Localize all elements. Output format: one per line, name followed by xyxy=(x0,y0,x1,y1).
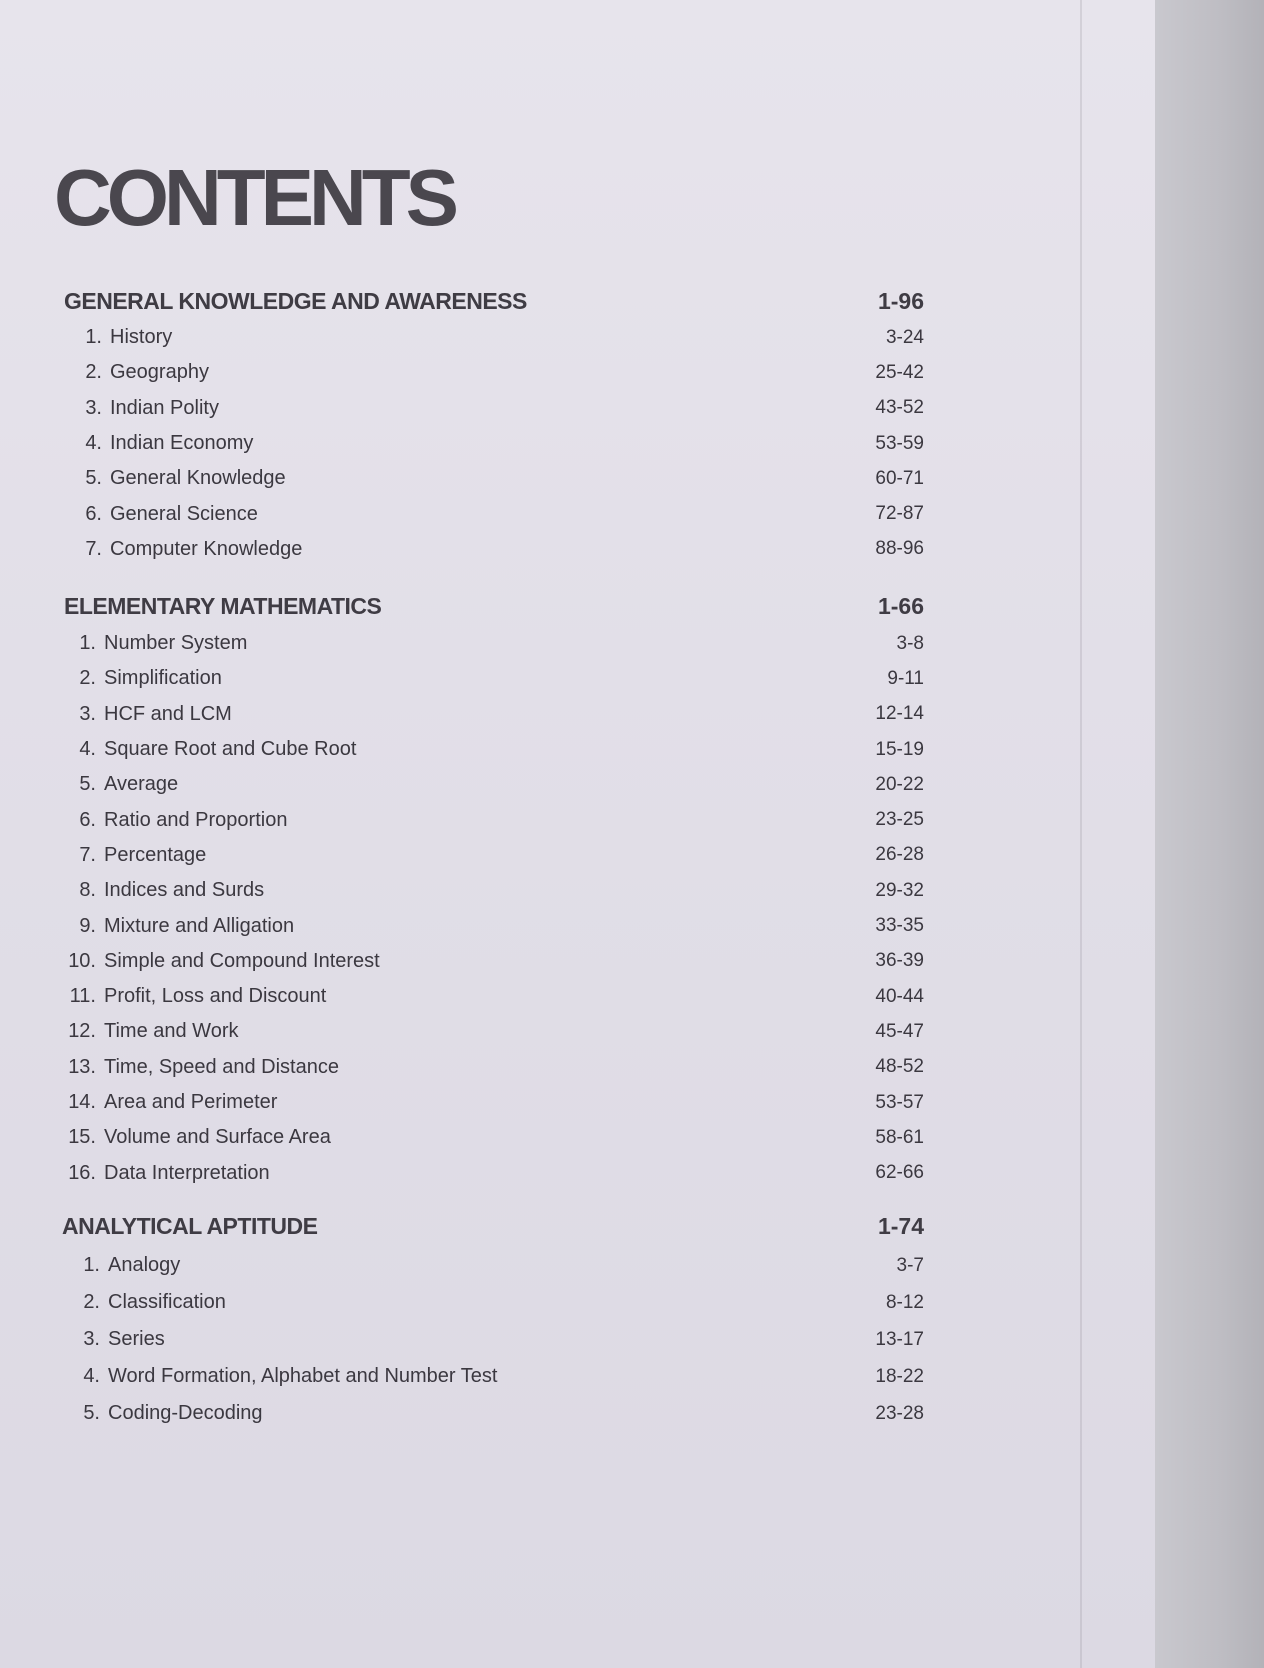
entry-number: 1. xyxy=(85,326,102,349)
entry-pages: 3-8 xyxy=(896,632,924,654)
entry-pages: 20-22 xyxy=(875,773,924,795)
entry-pages: 43-52 xyxy=(875,397,924,419)
entry-title: Volume and Surface Area xyxy=(104,1126,331,1149)
section-page-range: 1-74 xyxy=(877,1212,924,1239)
toc-entry xyxy=(76,426,924,461)
entry-number: 3. xyxy=(85,396,102,419)
entry-number: 9. xyxy=(79,914,96,937)
entry-number: 10. xyxy=(68,949,96,972)
section-title: GENERAL KNOWLEDGE AND AWARENESS xyxy=(64,287,527,314)
entry-pages: 23-28 xyxy=(875,1402,924,1424)
entry-title: Percentage xyxy=(104,843,207,866)
entry-number: 13. xyxy=(68,1055,96,1078)
entry-number: 6. xyxy=(85,502,102,525)
entry-title: Ratio and Proportion xyxy=(104,808,288,831)
toc-entry xyxy=(64,873,924,908)
toc-entry xyxy=(64,908,924,943)
toc-entry xyxy=(64,838,924,873)
entry-number: 3. xyxy=(83,1328,100,1350)
toc-entry xyxy=(64,661,924,696)
entry-title: Indian Polity xyxy=(110,396,219,419)
entry-number: 7. xyxy=(85,537,102,560)
toc-entry xyxy=(64,1155,924,1190)
toc-entry xyxy=(76,496,924,531)
entry-number: 6. xyxy=(79,808,96,831)
entry-pages: 3-7 xyxy=(896,1254,924,1276)
section-heading-elementary-mathematics xyxy=(64,589,924,623)
toc-entry xyxy=(74,1395,924,1432)
toc-entry xyxy=(64,626,924,661)
page-edge-shadow xyxy=(1155,0,1264,1668)
entry-title: Series xyxy=(108,1328,165,1350)
entry-title: Mixture and Alligation xyxy=(104,914,295,937)
page-title: CONTENTS xyxy=(54,153,454,242)
toc-entry xyxy=(76,461,924,496)
entry-title: Indices and Surds xyxy=(104,879,265,902)
toc-entry xyxy=(64,697,924,732)
toc-entry xyxy=(64,802,924,837)
entry-title: Simple and Compound Interest xyxy=(104,949,380,972)
entry-pages: 25-42 xyxy=(875,361,924,383)
entry-pages: 72-87 xyxy=(875,503,924,525)
entry-title: General Knowledge xyxy=(110,467,286,490)
entry-number: 16. xyxy=(68,1161,96,1184)
entry-pages: 9-11 xyxy=(887,667,924,689)
entry-number: 8. xyxy=(79,879,96,902)
entry-pages: 53-59 xyxy=(875,432,924,454)
entry-number: 2. xyxy=(79,667,96,690)
entry-title: Number System xyxy=(104,632,248,655)
entry-title: Word Formation, Alphabet and Number Test xyxy=(108,1365,498,1387)
entry-pages: 15-19 xyxy=(875,738,924,760)
section-entries-general-knowledge xyxy=(76,320,924,567)
entry-pages: 40-44 xyxy=(875,985,924,1007)
toc-entry xyxy=(74,1358,924,1395)
toc-entry xyxy=(64,732,924,767)
entry-pages: 23-25 xyxy=(875,809,924,831)
entry-title: Time, Speed and Distance xyxy=(104,1055,339,1078)
entry-number: 3. xyxy=(79,702,96,725)
entry-pages: 12-14 xyxy=(875,703,924,725)
toc-entry xyxy=(64,1120,924,1155)
entry-pages: 48-52 xyxy=(875,1056,924,1078)
entry-number: 2. xyxy=(85,361,102,384)
toc-entry xyxy=(74,1321,924,1358)
entry-number: 14. xyxy=(68,1091,96,1113)
entry-pages: 18-22 xyxy=(875,1365,924,1387)
entry-pages: 36-39 xyxy=(875,950,924,972)
entry-pages: 62-66 xyxy=(875,1162,924,1184)
toc-entry xyxy=(76,355,924,390)
entry-pages: 53-57 xyxy=(875,1091,924,1113)
toc-entry xyxy=(64,1014,924,1049)
entry-number: 1. xyxy=(79,632,96,655)
entry-pages: 13-17 xyxy=(875,1328,924,1350)
section-title: ELEMENTARY MATHEMATICS xyxy=(64,592,382,619)
entry-number: 7. xyxy=(79,843,96,866)
entry-title: Square Root and Cube Root xyxy=(104,738,357,761)
entry-title: Geography xyxy=(110,361,209,384)
entry-number: 5. xyxy=(83,1402,100,1424)
section-heading-analytical-aptitude xyxy=(62,1209,924,1243)
toc-entry xyxy=(76,320,924,355)
toc-entry xyxy=(76,391,924,426)
entry-number: 1. xyxy=(83,1254,100,1276)
entry-number: 12. xyxy=(68,1020,96,1043)
entry-number: 4. xyxy=(79,738,96,761)
entry-title: Data Interpretation xyxy=(104,1161,270,1184)
entry-title: Simplification xyxy=(104,667,222,690)
entry-number: 4. xyxy=(83,1365,100,1387)
entry-number: 2. xyxy=(83,1291,100,1313)
entry-title: Coding-Decoding xyxy=(108,1402,263,1424)
entry-pages: 88-96 xyxy=(875,538,924,560)
toc-entry xyxy=(64,1085,924,1120)
entry-number: 11. xyxy=(69,985,96,1008)
entry-title: Area and Perimeter xyxy=(104,1091,278,1113)
section-heading-general-knowledge xyxy=(64,284,924,318)
entry-pages: 60-71 xyxy=(875,467,924,489)
toc-entry xyxy=(74,1284,924,1321)
toc-entry xyxy=(74,1247,924,1284)
entry-title: Indian Economy xyxy=(110,432,254,455)
section-entries-analytical-aptitude xyxy=(74,1247,924,1432)
entry-title: Classification xyxy=(108,1291,226,1313)
entry-title: General Science xyxy=(110,502,258,525)
entry-title: History xyxy=(110,326,173,349)
toc-entry xyxy=(64,979,924,1014)
entry-pages: 26-28 xyxy=(875,844,924,866)
section-title: ANALYTICAL APTITUDE xyxy=(62,1212,318,1239)
entry-number: 5. xyxy=(85,467,102,490)
entry-pages: 45-47 xyxy=(875,1020,924,1042)
entry-pages: 33-35 xyxy=(875,915,924,937)
entry-pages: 3-24 xyxy=(885,326,924,348)
page-fold-line xyxy=(1080,0,1082,1668)
toc-entry xyxy=(64,767,924,802)
section-page-range: 1-96 xyxy=(877,287,924,314)
entry-pages: 8-12 xyxy=(885,1291,924,1313)
toc-entry xyxy=(64,944,924,979)
entry-title: Average xyxy=(104,773,179,796)
toc-entry xyxy=(76,532,924,567)
toc-entry xyxy=(64,1050,924,1085)
entry-title: HCF and LCM xyxy=(104,702,232,725)
entry-title: Time and Work xyxy=(104,1020,239,1043)
entry-title: Analogy xyxy=(108,1254,181,1276)
entry-pages: 58-61 xyxy=(875,1126,924,1148)
entry-number: 5. xyxy=(79,773,96,796)
section-entries-elementary-mathematics xyxy=(64,626,924,1191)
entry-number: 4. xyxy=(85,432,102,455)
entry-title: Computer Knowledge xyxy=(110,537,303,560)
entry-title: Profit, Loss and Discount xyxy=(104,985,327,1008)
entry-pages: 29-32 xyxy=(875,879,924,901)
entry-number: 15. xyxy=(68,1126,96,1149)
section-page-range: 1-66 xyxy=(877,592,924,619)
